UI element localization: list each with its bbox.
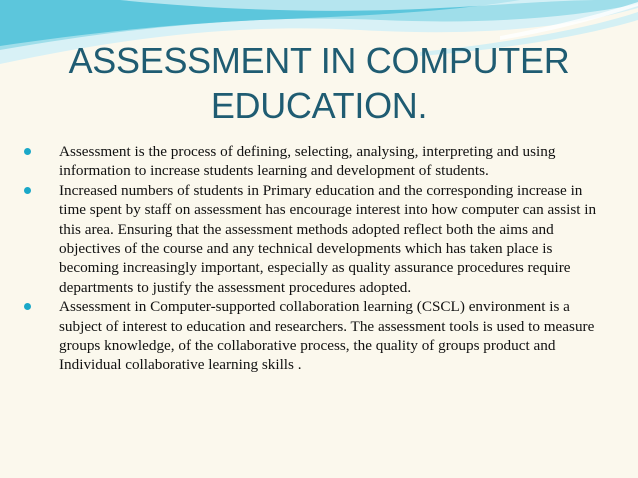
bullet-dot-icon	[24, 187, 31, 194]
bullet-text: Assessment in Computer-supported collaboration learning (CSCL) environment is a subject of interest to education and researchers. The assessment tools is used to measure groups knowledge, of the collaborative process, the quality of groups product and Individual collaborative learning skills .	[59, 298, 595, 374]
bullet-text: Assessment is the process of defining, selecting, analysing, interpreting and using information to increase students learning and development of students.	[59, 143, 556, 180]
bullet-item	[22, 297, 612, 375]
bullet-list	[22, 142, 612, 375]
title-line-2: EDUCATION.	[210, 85, 428, 126]
bullet-item	[22, 142, 612, 181]
title-line-1: ASSESSMENT IN COMPUTER	[68, 40, 570, 81]
bullet-dot-icon	[24, 148, 31, 155]
bullet-item	[22, 181, 612, 297]
slide-title	[40, 38, 598, 128]
bullet-text: Increased numbers of students in Primary education and the corresponding increase in time spent by staff on assessment has encourage interest into how computer can assist in this area. Ensuring that the assessment methods adopted reflect both the aims and objectives of the course and any technical developments which has taken place is becoming increasingly important, especially as quality assurance procedures require departments to justify the assessment procedures adopted.	[59, 181, 597, 296]
bullet-dot-icon	[24, 303, 31, 310]
